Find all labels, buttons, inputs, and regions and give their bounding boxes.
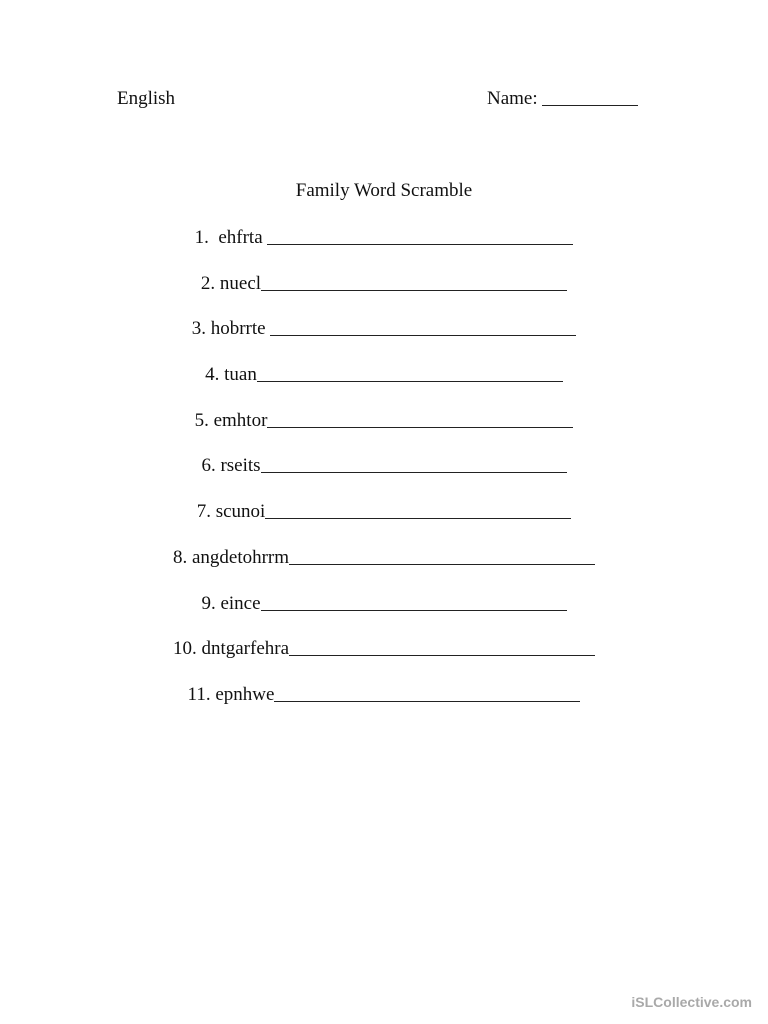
- item-word: emhtor: [213, 409, 268, 431]
- item-number: 1.: [194, 227, 209, 248]
- answer-line[interactable]: [289, 548, 595, 565]
- list-item: [0, 409, 768, 455]
- item-word: ehfrta: [218, 227, 263, 248]
- answer-line[interactable]: [289, 639, 595, 656]
- item-number: 6.: [201, 455, 216, 477]
- list-item: [0, 363, 768, 409]
- list-item: [0, 272, 768, 318]
- name-blank-line[interactable]: [542, 89, 638, 106]
- item-word: dntgarfehra: [201, 638, 290, 660]
- item-word: epnhwe: [215, 683, 275, 705]
- answer-line[interactable]: [261, 456, 567, 473]
- item-word: scunoi: [215, 501, 266, 523]
- answer-line[interactable]: [261, 594, 567, 611]
- worksheet-title: Family Word Scramble: [295, 180, 473, 201]
- answer-line[interactable]: [270, 319, 576, 336]
- item-number: 3.: [191, 318, 206, 340]
- answer-line[interactable]: [257, 365, 563, 382]
- item-number: 10.: [172, 638, 197, 660]
- list-item: [0, 592, 768, 638]
- answer-line[interactable]: [267, 411, 573, 428]
- list-item: [0, 500, 768, 546]
- item-word: tuan: [224, 364, 257, 386]
- answer-line[interactable]: [261, 274, 567, 291]
- answer-line[interactable]: [267, 228, 573, 245]
- item-number: 8.: [172, 546, 188, 568]
- scramble-list: [0, 226, 768, 729]
- item-word: eince: [220, 592, 261, 614]
- name-field: [487, 87, 638, 111]
- item-number: 2.: [200, 272, 216, 294]
- item-word: angdetohrrm: [191, 546, 290, 568]
- item-number: 4.: [205, 364, 220, 386]
- list-item: [0, 454, 768, 500]
- item-word: rseits: [220, 455, 261, 477]
- watermark: iSLCollective.com: [631, 994, 752, 1010]
- item-number: 7.: [196, 501, 211, 523]
- list-item: [0, 683, 768, 729]
- list-item: [0, 317, 768, 363]
- item-word: nuecl: [219, 272, 262, 294]
- name-label: Name:: [487, 88, 538, 109]
- answer-line[interactable]: [274, 685, 580, 702]
- subject-label: English: [117, 88, 176, 109]
- answer-line[interactable]: [265, 502, 571, 519]
- item-word: hobrrte: [210, 318, 266, 340]
- list-item: [0, 226, 768, 272]
- list-item: [0, 637, 768, 683]
- item-number: 9.: [201, 592, 216, 614]
- item-number: 11.: [187, 683, 211, 705]
- list-item: [0, 546, 768, 592]
- item-number: 5.: [194, 409, 209, 431]
